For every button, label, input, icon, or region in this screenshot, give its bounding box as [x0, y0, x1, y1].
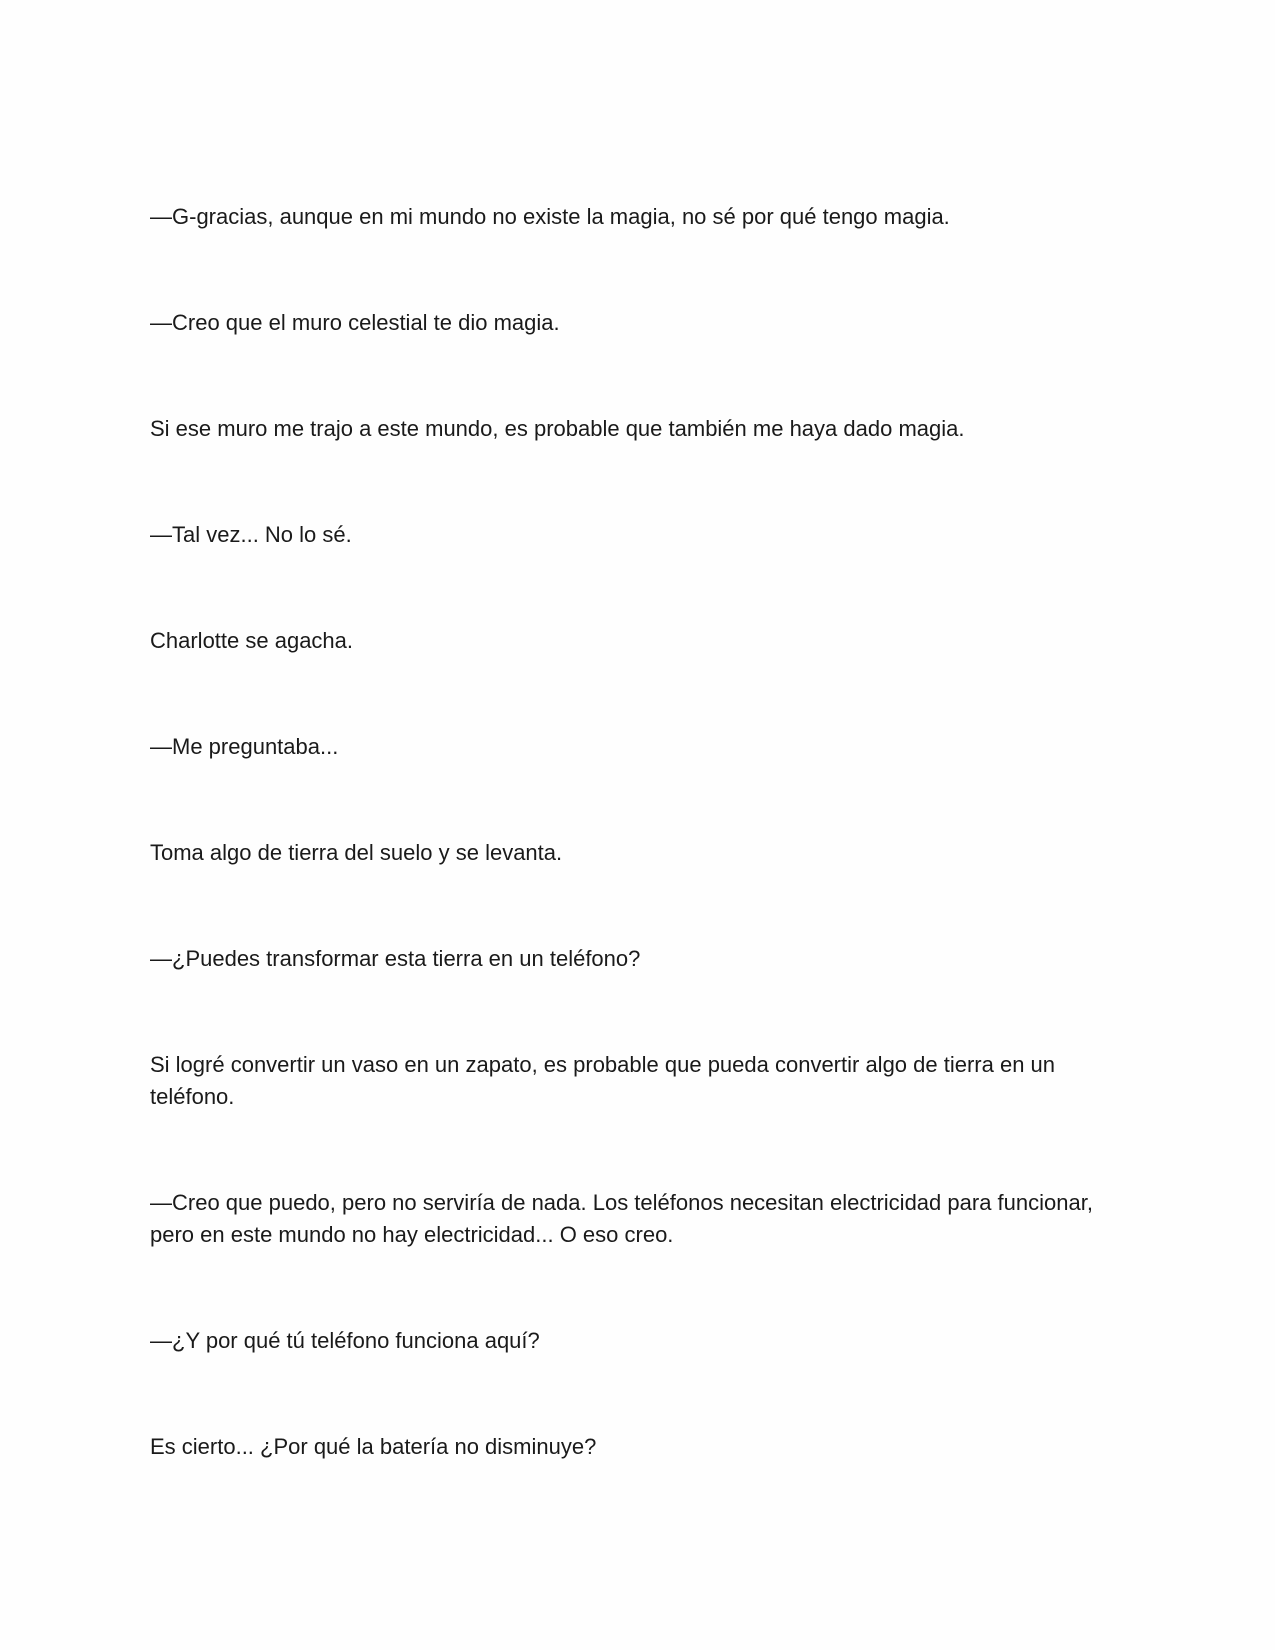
paragraph-4: —Tal vez... No lo sé.: [150, 522, 352, 547]
paragraph-11: —¿Y por qué tú teléfono funciona aquí?: [150, 1328, 540, 1353]
paragraph-9: Si logré convertir un vaso en un zapato, es probable que pueda convertir algo de tierra en un teléfono.: [150, 1052, 1056, 1109]
paragraph-12: Es cierto... ¿Por qué la batería no disminuye?: [150, 1434, 597, 1459]
paragraph-7: Toma algo de tierra del suelo y se levanta.: [150, 840, 563, 865]
paragraph-6: —Me preguntaba...: [150, 734, 339, 759]
paragraph-5: Charlotte se agacha.: [150, 628, 354, 653]
paragraph-1: —G-gracias, aunque en mi mundo no existe la magia, no sé por qué tengo magia.: [150, 204, 950, 229]
paragraph-3: Si ese muro me trajo a este mundo, es probable que también me haya dado magia.: [150, 416, 965, 441]
paragraph-8: —¿Puedes transformar esta tierra en un teléfono?: [150, 946, 641, 971]
paragraph-10: —Creo que puedo, pero no serviría de nada. Los teléfonos necesitan electricidad para funcionar, pero en este mundo no hay electricidad... O eso creo.: [150, 1190, 1093, 1247]
paragraph-2: —Creo que el muro celestial te dio magia.: [150, 310, 560, 335]
